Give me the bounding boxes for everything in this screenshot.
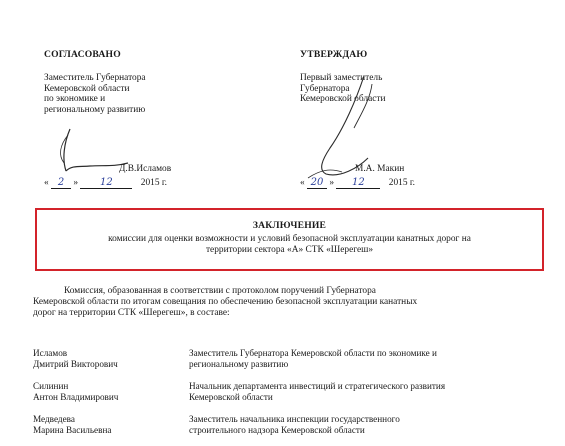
signer-name-right: М.А. Макин <box>355 164 405 174</box>
member-role-line2: Кемеровской области <box>189 392 273 402</box>
date-year: 2015 г. <box>140 178 167 188</box>
date-quote-open: « <box>300 178 305 188</box>
position-line: Губернатора <box>300 83 350 94</box>
date-day: 2 <box>51 177 71 189</box>
member-role-line2: региональному развитию <box>189 359 289 369</box>
member-name: Антон Владимирович <box>33 392 119 402</box>
date-month: 12 <box>80 177 132 189</box>
intro-line-3: дорог на территории СТК «Шерегеш», в составе: <box>33 308 230 318</box>
date-year: 2015 г. <box>388 178 415 188</box>
approval-position-left <box>44 73 146 115</box>
approval-date-left <box>44 177 167 189</box>
member-surname: Силинин <box>33 381 69 391</box>
member-name: Марина Васильевна <box>33 425 112 435</box>
approval-date-right <box>300 177 415 189</box>
position-line: по экономике и <box>44 94 106 105</box>
intro-line-2: Кемеровской области по итогам совещания по обеспечению безопасной эксплуатации канатных <box>33 297 418 307</box>
date-quote-close: » <box>329 178 335 188</box>
date-month: 12 <box>336 177 380 189</box>
member-name: Дмитрий Викторович <box>33 359 118 369</box>
position-line: Заместитель Губернатора <box>44 73 146 83</box>
conclusion-subtitle-line1: комиссии для оценки возможности и условий безопасной эксплуатации канатных дорог на <box>108 234 471 244</box>
member-role-line2: строительного надзора Кемеровской области <box>189 425 365 435</box>
date-quote-close: » <box>73 178 79 188</box>
conclusion-title: ЗАКЛЮЧЕНИЕ <box>252 220 327 231</box>
position-line: Кемеровской области <box>300 94 386 105</box>
member-role-line1: Заместитель Губернатора Кемеровской области по экономике и <box>189 348 437 358</box>
position-line: региональному развитию <box>44 104 146 115</box>
member-surname: Исламов <box>33 348 68 358</box>
intro-line-1: Комиссия, образованная в соответствии с протоколом поручений Губернатора <box>64 286 376 296</box>
position-line: Первый заместитель <box>300 73 383 83</box>
approval-heading-right: УТВЕРЖДАЮ <box>300 49 368 60</box>
member-surname: Медведева <box>33 414 75 424</box>
member-role-line1: Начальник департамента инвестиций и стратегического развития <box>189 381 446 391</box>
position-line: Кемеровской области <box>44 83 130 94</box>
signer-name-left: Д.В.Исламов <box>119 164 172 174</box>
member-role-line1: Заместитель начальника инспекции государственного <box>189 414 400 424</box>
date-day: 20 <box>307 177 327 189</box>
conclusion-subtitle-line2: территории сектора «А» СТК «Шерегеш» <box>205 245 374 255</box>
date-quote-open: « <box>44 178 49 188</box>
approval-heading-left: СОГЛАСОВАНО <box>44 49 121 60</box>
